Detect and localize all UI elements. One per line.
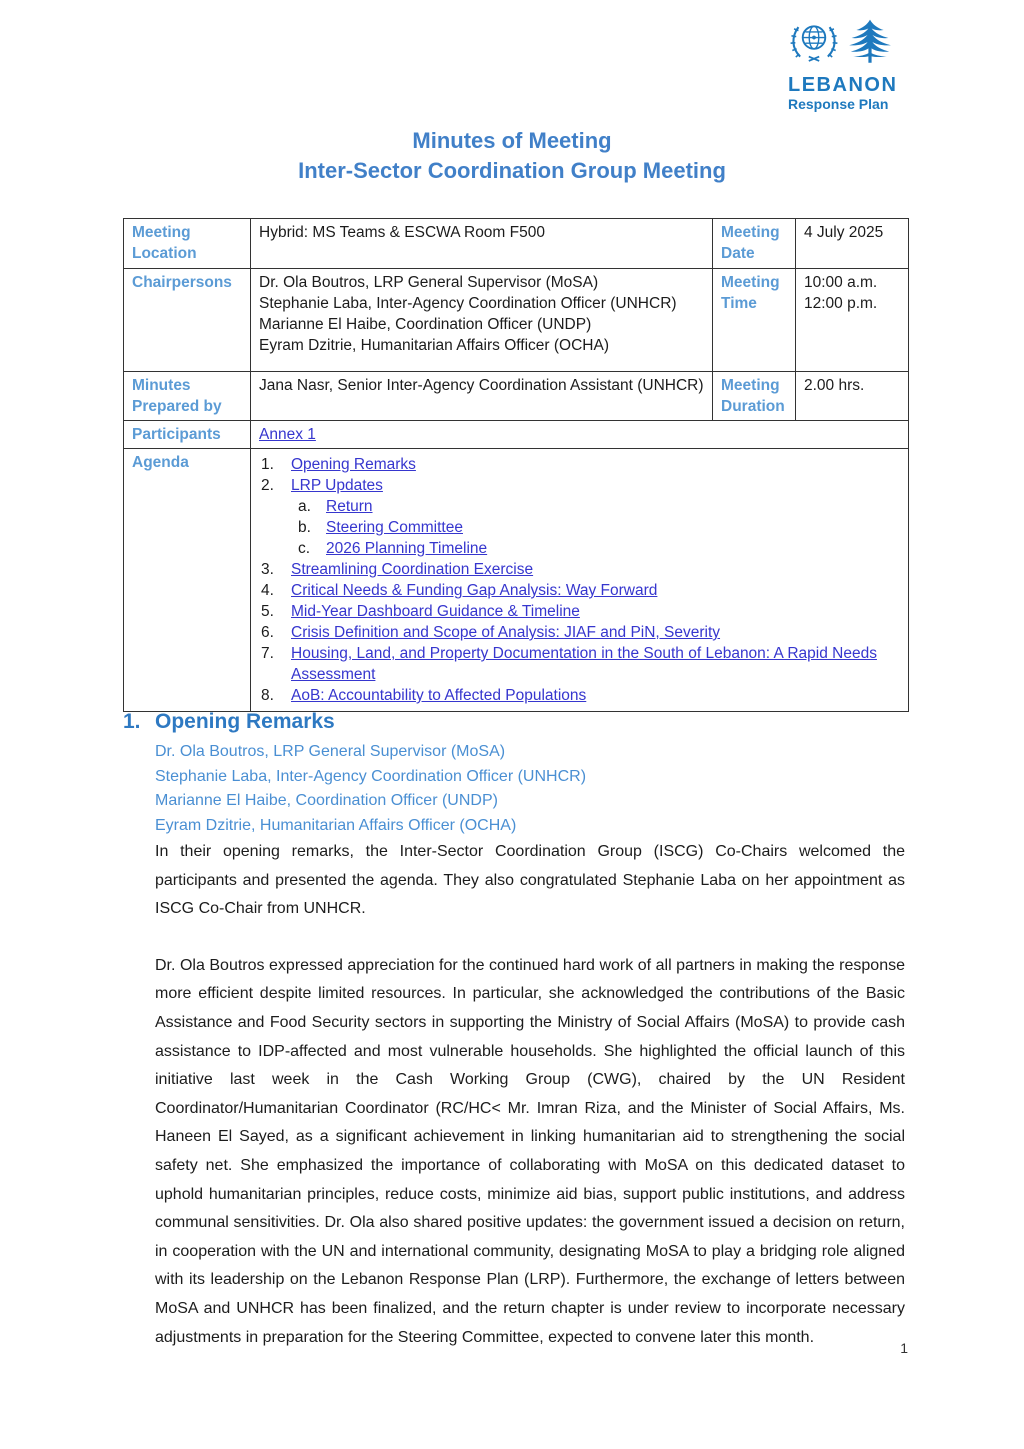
title-line-1: Minutes of Meeting bbox=[412, 128, 612, 153]
chairperson-line: Dr. Ola Boutros, LRP General Supervisor (MoSA) bbox=[259, 274, 599, 291]
agenda-link-crisis-definition[interactable]: Crisis Definition and Scope of Analysis: JIAF and PiN, Severity bbox=[291, 624, 721, 641]
meeting-duration-label: Meeting Duration bbox=[713, 372, 796, 421]
speaker-line: Stephanie Laba, Inter-Agency Coordination Officer (UNHCR) bbox=[155, 767, 587, 785]
agenda-link-opening-remarks[interactable]: Opening Remarks bbox=[291, 456, 416, 473]
chairperson-line: Marianne El Haibe, Coordination Officer (UNDP) bbox=[259, 316, 592, 333]
meeting-time-label: Meeting Time bbox=[713, 269, 796, 372]
agenda-item bbox=[261, 622, 900, 643]
agenda-item-number: 6. bbox=[261, 624, 274, 641]
agenda-link-lrp-updates[interactable]: LRP Updates bbox=[291, 477, 383, 494]
paragraph-spacer bbox=[123, 924, 905, 952]
agenda-item-number: 4. bbox=[261, 582, 274, 599]
agenda-sub-item bbox=[298, 496, 900, 517]
paragraph-1: In their opening remarks, the Inter-Sector Coordination Group (ISCG) Co-Chairs welcomed the participants and presented the agenda. They also congratulated Stephanie Laba on her appointment as ISCG Co-Chair from UNHCR. bbox=[155, 843, 905, 918]
agenda-item-letter: b. bbox=[298, 519, 311, 536]
agenda-link-critical-needs[interactable]: Critical Needs & Funding Gap Analysis: Way Forward bbox=[291, 582, 658, 599]
meeting-time-start: 10:00 a.m. bbox=[804, 274, 878, 291]
meeting-duration-value: 2.00 hrs. bbox=[796, 372, 909, 421]
table-row-participants bbox=[124, 421, 909, 449]
agenda-item-number: 8. bbox=[261, 687, 274, 704]
agenda-item-number: 2. bbox=[261, 477, 274, 494]
agenda-link-steering-committee[interactable]: Steering Committee bbox=[326, 519, 463, 536]
meeting-meta-table bbox=[123, 218, 909, 712]
un-emblem-icon bbox=[788, 15, 840, 72]
meeting-time-end: 12:00 p.m. bbox=[804, 295, 878, 312]
logo-icons bbox=[788, 20, 910, 72]
agenda-link-return[interactable]: Return bbox=[326, 498, 373, 515]
agenda-item bbox=[261, 685, 900, 706]
participants-value bbox=[251, 421, 909, 449]
agenda-item-number: 3. bbox=[261, 561, 274, 578]
logo-name: LEBANON bbox=[788, 74, 898, 96]
minutes-prepared-by-value: Jana Nasr, Senior Inter-Agency Coordination Assistant (UNHCR) bbox=[251, 372, 713, 421]
lebanon-response-plan-logo bbox=[788, 20, 910, 112]
agenda-label: Agenda bbox=[124, 449, 251, 712]
table-row-minutes-prepared-by bbox=[124, 372, 909, 421]
paragraph-2: Dr. Ola Boutros expressed appreciation for the continued hard work of all partners in making the response more efficient despite limited resources. In particular, she acknowledged the contributions of the Basic Assistance and Food Security sectors in supporting the Ministry of Social Affairs (MoSA) to provide cash assistance to IDP-affected and most vulnerable households. She highlighted the official launch of this initiative last week in the Cash Working Group (CWG), chaired by the UN Resident Coordinator/Humanitarian Coordinator (RC/HC< Mr. Imran Riza, and the Minister of Social Affairs, Ms. Haneen El Sayed, as a significant achievement in linking humanitarian aid to strengthening the social safety net. She emphasized the importance of collaborating with MoSA on this dedicated dataset to uphold humanitarian principles, reduce costs, minimize aid bias, support public institutions, and address communal sensitivities. Dr. Ola also shared positive updates: the government issued a decision on return, in cooperation with the UN and international community, designating MoSA to play a bridging role aligned with its leadership on the Lebanon Response Plan (LRP). Furthermore, the exchange of letters between MoSA and UNHCR has been finalized, and the return chapter is under review to incorporate necessary adjustments in preparation for the Steering Committee, expected to convene later this month. bbox=[155, 956, 905, 1346]
agenda-link-mid-year-dashboard[interactable]: Mid-Year Dashboard Guidance & Timeline bbox=[291, 603, 580, 620]
chairperson-line: Eyram Dzitrie, Humanitarian Affairs Officer (OCHA) bbox=[259, 337, 609, 354]
agenda-item-number: 1. bbox=[261, 456, 274, 473]
agenda-item-letter: c. bbox=[298, 540, 311, 557]
section-opening-remarks bbox=[123, 708, 905, 1352]
table-row-location bbox=[124, 219, 909, 269]
page-number: 1 bbox=[900, 1340, 908, 1356]
meeting-location-label: Meeting Location bbox=[124, 219, 251, 269]
agenda-item bbox=[261, 580, 900, 601]
title-line-2: Inter-Sector Coordination Group Meeting bbox=[298, 158, 726, 183]
document-title bbox=[0, 126, 1024, 186]
chairpersons-label: Chairpersons bbox=[124, 269, 251, 372]
chairperson-line: Stephanie Laba, Inter-Agency Coordination Officer (UNHCR) bbox=[259, 295, 677, 312]
agenda-link-hlp-documentation[interactable]: Housing, Land, and Property Documentation in the South of Lebanon: A Rapid Needs Assessment bbox=[291, 645, 877, 683]
agenda-item bbox=[261, 454, 900, 475]
meeting-time-value bbox=[796, 269, 909, 372]
meeting-date-value: 4 July 2025 bbox=[796, 219, 909, 269]
chairpersons-value bbox=[251, 269, 713, 372]
agenda-link-2026-planning-timeline[interactable]: 2026 Planning Timeline bbox=[326, 540, 488, 557]
speaker-line: Eyram Dzitrie, Humanitarian Affairs Officer (OCHA) bbox=[155, 816, 517, 834]
agenda-item bbox=[261, 601, 900, 622]
agenda-item bbox=[261, 475, 900, 496]
agenda-link-aob-aap[interactable]: AoB: Accountability to Affected Populations bbox=[291, 687, 587, 704]
speakers-list bbox=[155, 740, 905, 838]
section-number: 1. bbox=[123, 710, 141, 733]
agenda-item-letter: a. bbox=[298, 498, 311, 515]
meeting-location-value: Hybrid: MS Teams & ESCWA Room F500 bbox=[251, 219, 713, 269]
participants-label: Participants bbox=[124, 421, 251, 449]
agenda-link-streamlining-coordination[interactable]: Streamlining Coordination Exercise bbox=[291, 561, 534, 578]
agenda-item-number: 5. bbox=[261, 603, 274, 620]
agenda-item-number: 7. bbox=[261, 645, 274, 662]
speaker-line: Dr. Ola Boutros, LRP General Supervisor (MoSA) bbox=[155, 743, 506, 760]
section-title: Opening Remarks bbox=[155, 710, 335, 733]
logo-tagline: Response Plan bbox=[788, 96, 889, 112]
speaker-line: Marianne El Haibe, Coordination Officer (UNDP) bbox=[155, 792, 498, 809]
table-row-agenda bbox=[124, 449, 909, 712]
agenda-item bbox=[261, 643, 900, 685]
agenda-sub-item bbox=[298, 517, 900, 538]
meeting-date-label: Meeting Date bbox=[713, 219, 796, 269]
annex-1-link[interactable]: Annex 1 bbox=[259, 426, 316, 443]
cedar-tree-icon bbox=[846, 17, 894, 72]
section-heading bbox=[123, 708, 905, 736]
agenda-sub-item bbox=[298, 538, 900, 559]
agenda-item bbox=[261, 559, 900, 580]
table-row-chairpersons bbox=[124, 269, 909, 372]
minutes-prepared-by-label: Minutes Prepared by bbox=[124, 372, 251, 421]
agenda-list bbox=[251, 449, 909, 712]
